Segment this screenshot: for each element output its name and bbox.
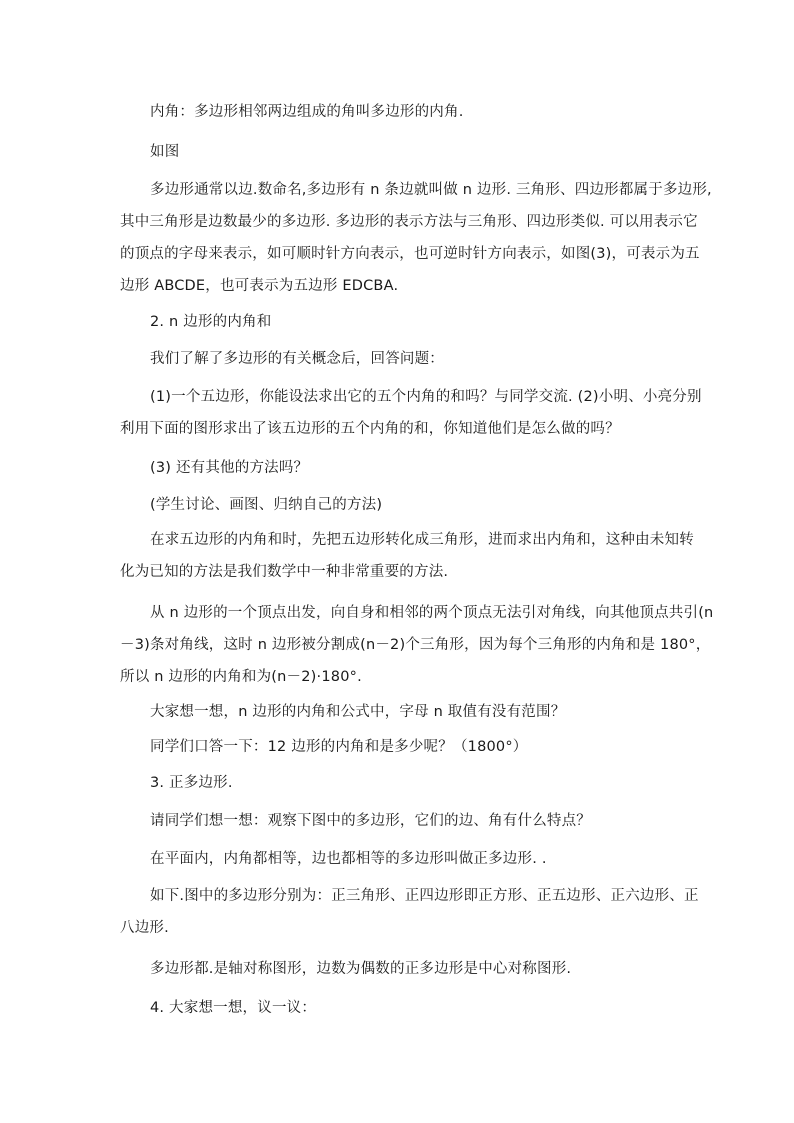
paragraph-polygon-naming <box>120 174 712 302</box>
paragraph-student-discussion <box>120 489 680 521</box>
section-heading-discussion <box>120 992 680 1024</box>
section-heading-interior-angle-sum <box>120 306 680 338</box>
text-line: 在求五边形的内角和时，先把五边形转化成三角形，进而求出内角和，这种由未知转 <box>150 532 694 548</box>
paragraph-12-gon-question <box>120 731 680 763</box>
paragraph-regular-polygon-examples <box>120 880 699 944</box>
text-line: 3. 正多边形. <box>150 775 233 791</box>
paragraph-questions-intro <box>120 343 680 375</box>
text-line: 所以 n 边形的内角和为(n－2)·180°. <box>120 669 362 685</box>
paragraph-as-figure <box>120 136 680 168</box>
text-line: 的顶点的字母来表示，如可顺时针方向表示，也可逆时针方向表示，如图(3)，可表示为五 <box>120 246 700 262</box>
text-line: 化为已知的方法是我们数学中一种非常重要的方法. <box>120 564 449 580</box>
paragraph-regular-polygon-definition <box>120 843 680 875</box>
text-line: (3) 还有其他的方法吗？ <box>150 460 309 476</box>
text-line: 2. n 边形的内角和 <box>150 314 272 330</box>
text-line: 多边形通常以边.数命名,多边形有 n 条边就叫做 n 边形. 三角形、四边形都属于多边形, <box>150 182 712 198</box>
paragraph-method-transformation <box>120 524 694 588</box>
text-line: (1)一个五边形，你能设法求出它的五个内角的和吗？与同学交流. (2)小明、小亮分别 <box>150 389 702 405</box>
text-line: 内角：多边形相邻两边组成的角叫多边形的内角. <box>150 104 464 120</box>
paragraph-symmetry <box>120 953 680 985</box>
section-heading-regular-polygon <box>120 767 680 799</box>
paragraph-n-range-question <box>120 696 680 728</box>
paragraph-interior-angle-definition <box>120 96 680 128</box>
text-line: 大家想一想，n 边形的内角和公式中，字母 n 取值有没有范围？ <box>150 704 566 720</box>
text-line: 八边形. <box>120 920 169 936</box>
text-line: 如图 <box>150 144 180 160</box>
paragraph-interior-angle-formula <box>120 597 714 693</box>
text-line: 从 n 边形的一个顶点出发，向自身和相邻的两个顶点无法引对角线，向其他顶点共引(n <box>150 605 714 621</box>
text-line: 我们了解了多边形的有关概念后，回答问题： <box>150 351 444 367</box>
text-line: 如下.图中的多边形分别为：正三角形、正四边形即正方形、正五边形、正六边形、正 <box>150 888 699 904</box>
paragraph-question-1-2 <box>120 381 702 445</box>
paragraph-observe-polygons <box>120 805 680 837</box>
paragraph-question-3 <box>120 452 680 484</box>
text-line: (学生讨论、画图、归纳自己的方法) <box>150 497 383 513</box>
text-line: 4. 大家想一想，议一议： <box>150 1000 317 1016</box>
text-line: 同学们口答一下：12 边形的内角和是多少呢？（1800°） <box>150 739 528 755</box>
text-line: 多边形都.是轴对称图形，边数为偶数的正多边形是中心对称图形. <box>150 961 572 977</box>
text-line: 在平面内，内角都相等，边也都相等的多边形叫做正多边形. . <box>150 851 547 867</box>
text-line: 请同学们想一想：观察下图中的多边形，它们的边、角有什么特点？ <box>150 813 591 829</box>
text-line: －3)条对角线，这时 n 边形被分割成(n－2)个三角形，因为每个三角形的内角和是 180°， <box>120 637 711 653</box>
text-line: 利用下面的图形求出了该五边形的五个内角的和，你知道他们是怎么做的吗？ <box>120 421 620 437</box>
text-line: 其中三角形是边数最少的多边形. 多边形的表示方法与三角形、四边形类似. 可以用表示它 <box>120 214 698 230</box>
text-line: 边形 ABCDE，也可表示为五边形 EDCBA. <box>120 278 399 294</box>
